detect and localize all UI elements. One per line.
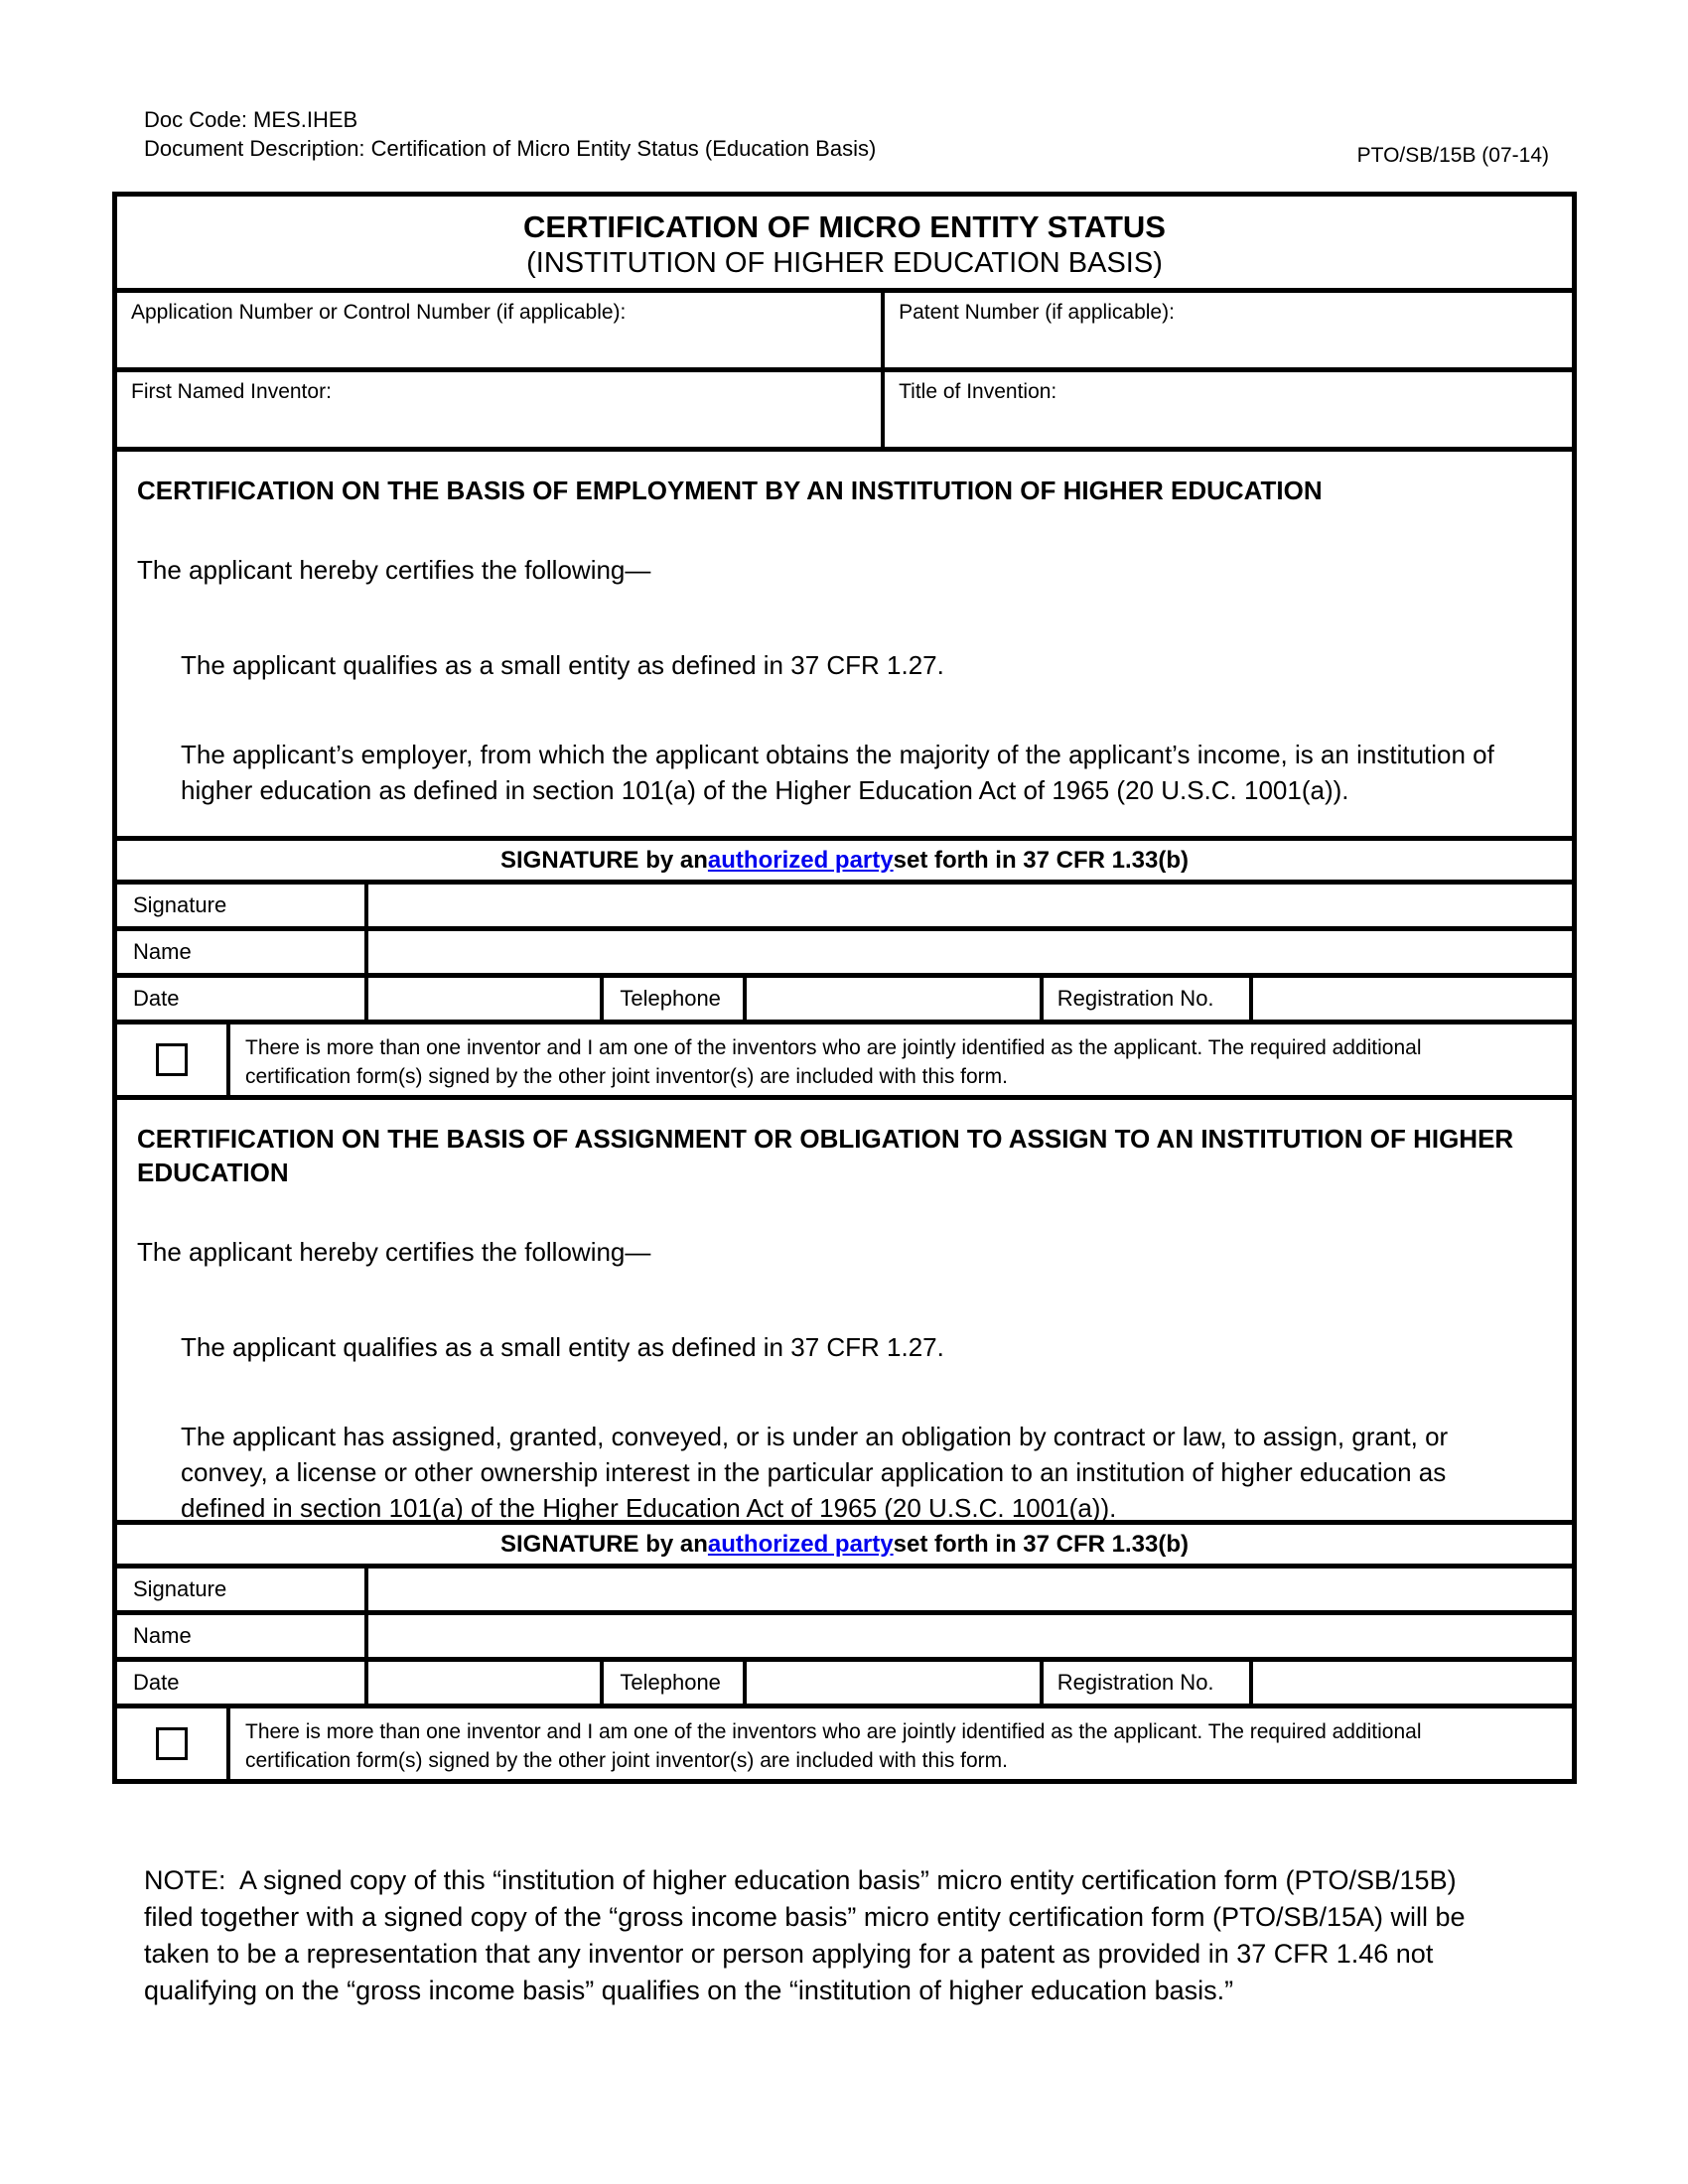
date-row-1 [117, 973, 1572, 1020]
joint-inventor-row-1 [117, 1020, 1572, 1095]
patent-number-field[interactable] [881, 293, 1572, 367]
form-subtitle: (INSTITUTION OF HIGHER EDUCATION BASIS) [526, 247, 1163, 279]
section-heading: CERTIFICATION ON THE BASIS OF EMPLOYMENT BY AN INSTITUTION OF HIGHER EDUCATION [137, 476, 1323, 505]
signature-header-prefix: SIGNATURE by an [500, 1530, 708, 1558]
name-label: Name [133, 1623, 192, 1648]
registration-label: Registration No. [1040, 978, 1249, 1020]
signature-label: Signature [133, 1576, 227, 1601]
signature-input-1[interactable] [364, 885, 1572, 926]
application-number-value[interactable] [131, 325, 881, 354]
form-reference-number: PTO/SB/15B (07-14) [1356, 144, 1549, 167]
joint-inventor-checkbox-2[interactable] [156, 1727, 188, 1760]
date-input-2[interactable] [364, 1662, 600, 1704]
first-named-inventor-value[interactable] [131, 404, 881, 434]
title-of-invention-field[interactable] [881, 372, 1572, 447]
telephone-input-1[interactable] [743, 978, 1040, 1020]
certification-section-employment [117, 447, 1572, 836]
name-label: Name [133, 939, 192, 964]
checkbox-cell [117, 1024, 226, 1095]
application-number-label: Application Number or Control Number (if applicable): [131, 301, 627, 324]
signature-row-1 [117, 880, 1572, 926]
title-block [117, 197, 1572, 288]
certification-paragraph: The applicant has assigned, granted, conveyed, or is under an obligation by contract or law, to assign, grant, or convey, a license or other ownership interest in the particular application to an institution of higher education as defined in section 101(a) of the Higher Education Act of 1965 (20 U.S.C. 1001(a)). [181, 1422, 1449, 1523]
authorized-party-link[interactable]: authorized party [707, 1530, 894, 1558]
section-intro: The applicant hereby certifies the following— [137, 555, 651, 585]
telephone-label: Telephone [600, 1662, 743, 1704]
signature-row-2 [117, 1564, 1572, 1610]
patent-number-value[interactable] [899, 325, 1572, 354]
checkbox-cell [117, 1708, 226, 1779]
authorized-party-link[interactable]: authorized party [707, 846, 894, 874]
form-title: CERTIFICATION OF MICRO ENTITY STATUS [523, 209, 1166, 244]
certification-paragraph: The applicant’s employer, from which the applicant obtains the majority of the applicant’s income, is an institution of higher education as defined in section 101(a) of the Higher Education Act of 1965 (20 U.S.C. 1001(a)). [181, 740, 1494, 805]
doc-description-line: Document Description: Certification of Micro Entity Status (Education Basis) [144, 136, 877, 161]
name-row-1 [117, 926, 1572, 973]
doc-code-line: Doc Code: MES.IHEB [144, 107, 358, 132]
joint-inventor-statement: There is more than one inventor and I am one of the inventors who are jointly identified as the applicant. The required additional certification form(s) signed by the other joint inventor(s) are included with this form. [226, 1024, 1572, 1095]
signature-header-1 [117, 836, 1572, 880]
first-named-inventor-label: First Named Inventor: [131, 380, 332, 403]
patent-number-label: Patent Number (if applicable): [899, 301, 1175, 324]
registration-label: Registration No. [1040, 1662, 1249, 1704]
date-label: Date [133, 1670, 180, 1695]
section-heading: CERTIFICATION ON THE BASIS OF ASSIGNMENT OR OBLIGATION TO ASSIGN TO AN INSTITUTION OF HIGHER EDUCATION [137, 1124, 1514, 1187]
joint-inventor-row-2 [117, 1704, 1572, 1779]
signature-input-2[interactable] [364, 1569, 1572, 1610]
application-number-field[interactable] [117, 293, 881, 367]
signature-header-2 [117, 1520, 1572, 1564]
name-row-2 [117, 1610, 1572, 1657]
first-named-inventor-field[interactable] [117, 372, 881, 447]
registration-input-1[interactable] [1249, 978, 1572, 1020]
document-header [144, 105, 876, 163]
title-of-invention-value[interactable] [899, 404, 1572, 434]
signature-header-suffix: set forth in 37 CFR 1.33(b) [893, 846, 1189, 874]
date-input-1[interactable] [364, 978, 600, 1020]
telephone-label: Telephone [600, 978, 743, 1020]
date-row-2 [117, 1657, 1572, 1704]
certification-section-assignment [117, 1095, 1572, 1523]
note-paragraph: NOTE: A signed copy of this “institution of higher education basis” micro entity certification form (PTO/SB/15B) filed together with a signed copy of the “gross income basis” micro entity certification form (PTO/SB/15A) will be taken to be a representation that any inventor or person applying for a patent as provided in 37 CFR 1.46 not qualifying on the “gross income basis” qualifies on the “institution of higher education basis.” [144, 1865, 1474, 2005]
certification-paragraph: The applicant qualifies as a small entity as defined in 37 CFR 1.27. [181, 1332, 944, 1362]
title-of-invention-label: Title of Invention: [899, 380, 1057, 403]
name-input-2[interactable] [364, 1615, 1572, 1657]
signature-label: Signature [133, 892, 227, 917]
date-label: Date [133, 986, 180, 1011]
registration-input-2[interactable] [1249, 1662, 1572, 1704]
certification-paragraph: The applicant qualifies as a small entity as defined in 37 CFR 1.27. [181, 650, 944, 680]
joint-inventor-statement: There is more than one inventor and I am one of the inventors who are jointly identified as the applicant. The required additional certification form(s) signed by the other joint inventor(s) are included with this form. [226, 1708, 1572, 1779]
signature-header-prefix: SIGNATURE by an [500, 846, 708, 874]
telephone-input-2[interactable] [743, 1662, 1040, 1704]
name-input-1[interactable] [364, 931, 1572, 973]
fields-row-2 [117, 367, 1572, 447]
fields-row-1 [117, 288, 1572, 367]
joint-inventor-checkbox-1[interactable] [156, 1043, 188, 1076]
form-box [112, 192, 1577, 1784]
signature-header-suffix: set forth in 37 CFR 1.33(b) [893, 1530, 1189, 1558]
section-intro: The applicant hereby certifies the following— [137, 1237, 651, 1267]
